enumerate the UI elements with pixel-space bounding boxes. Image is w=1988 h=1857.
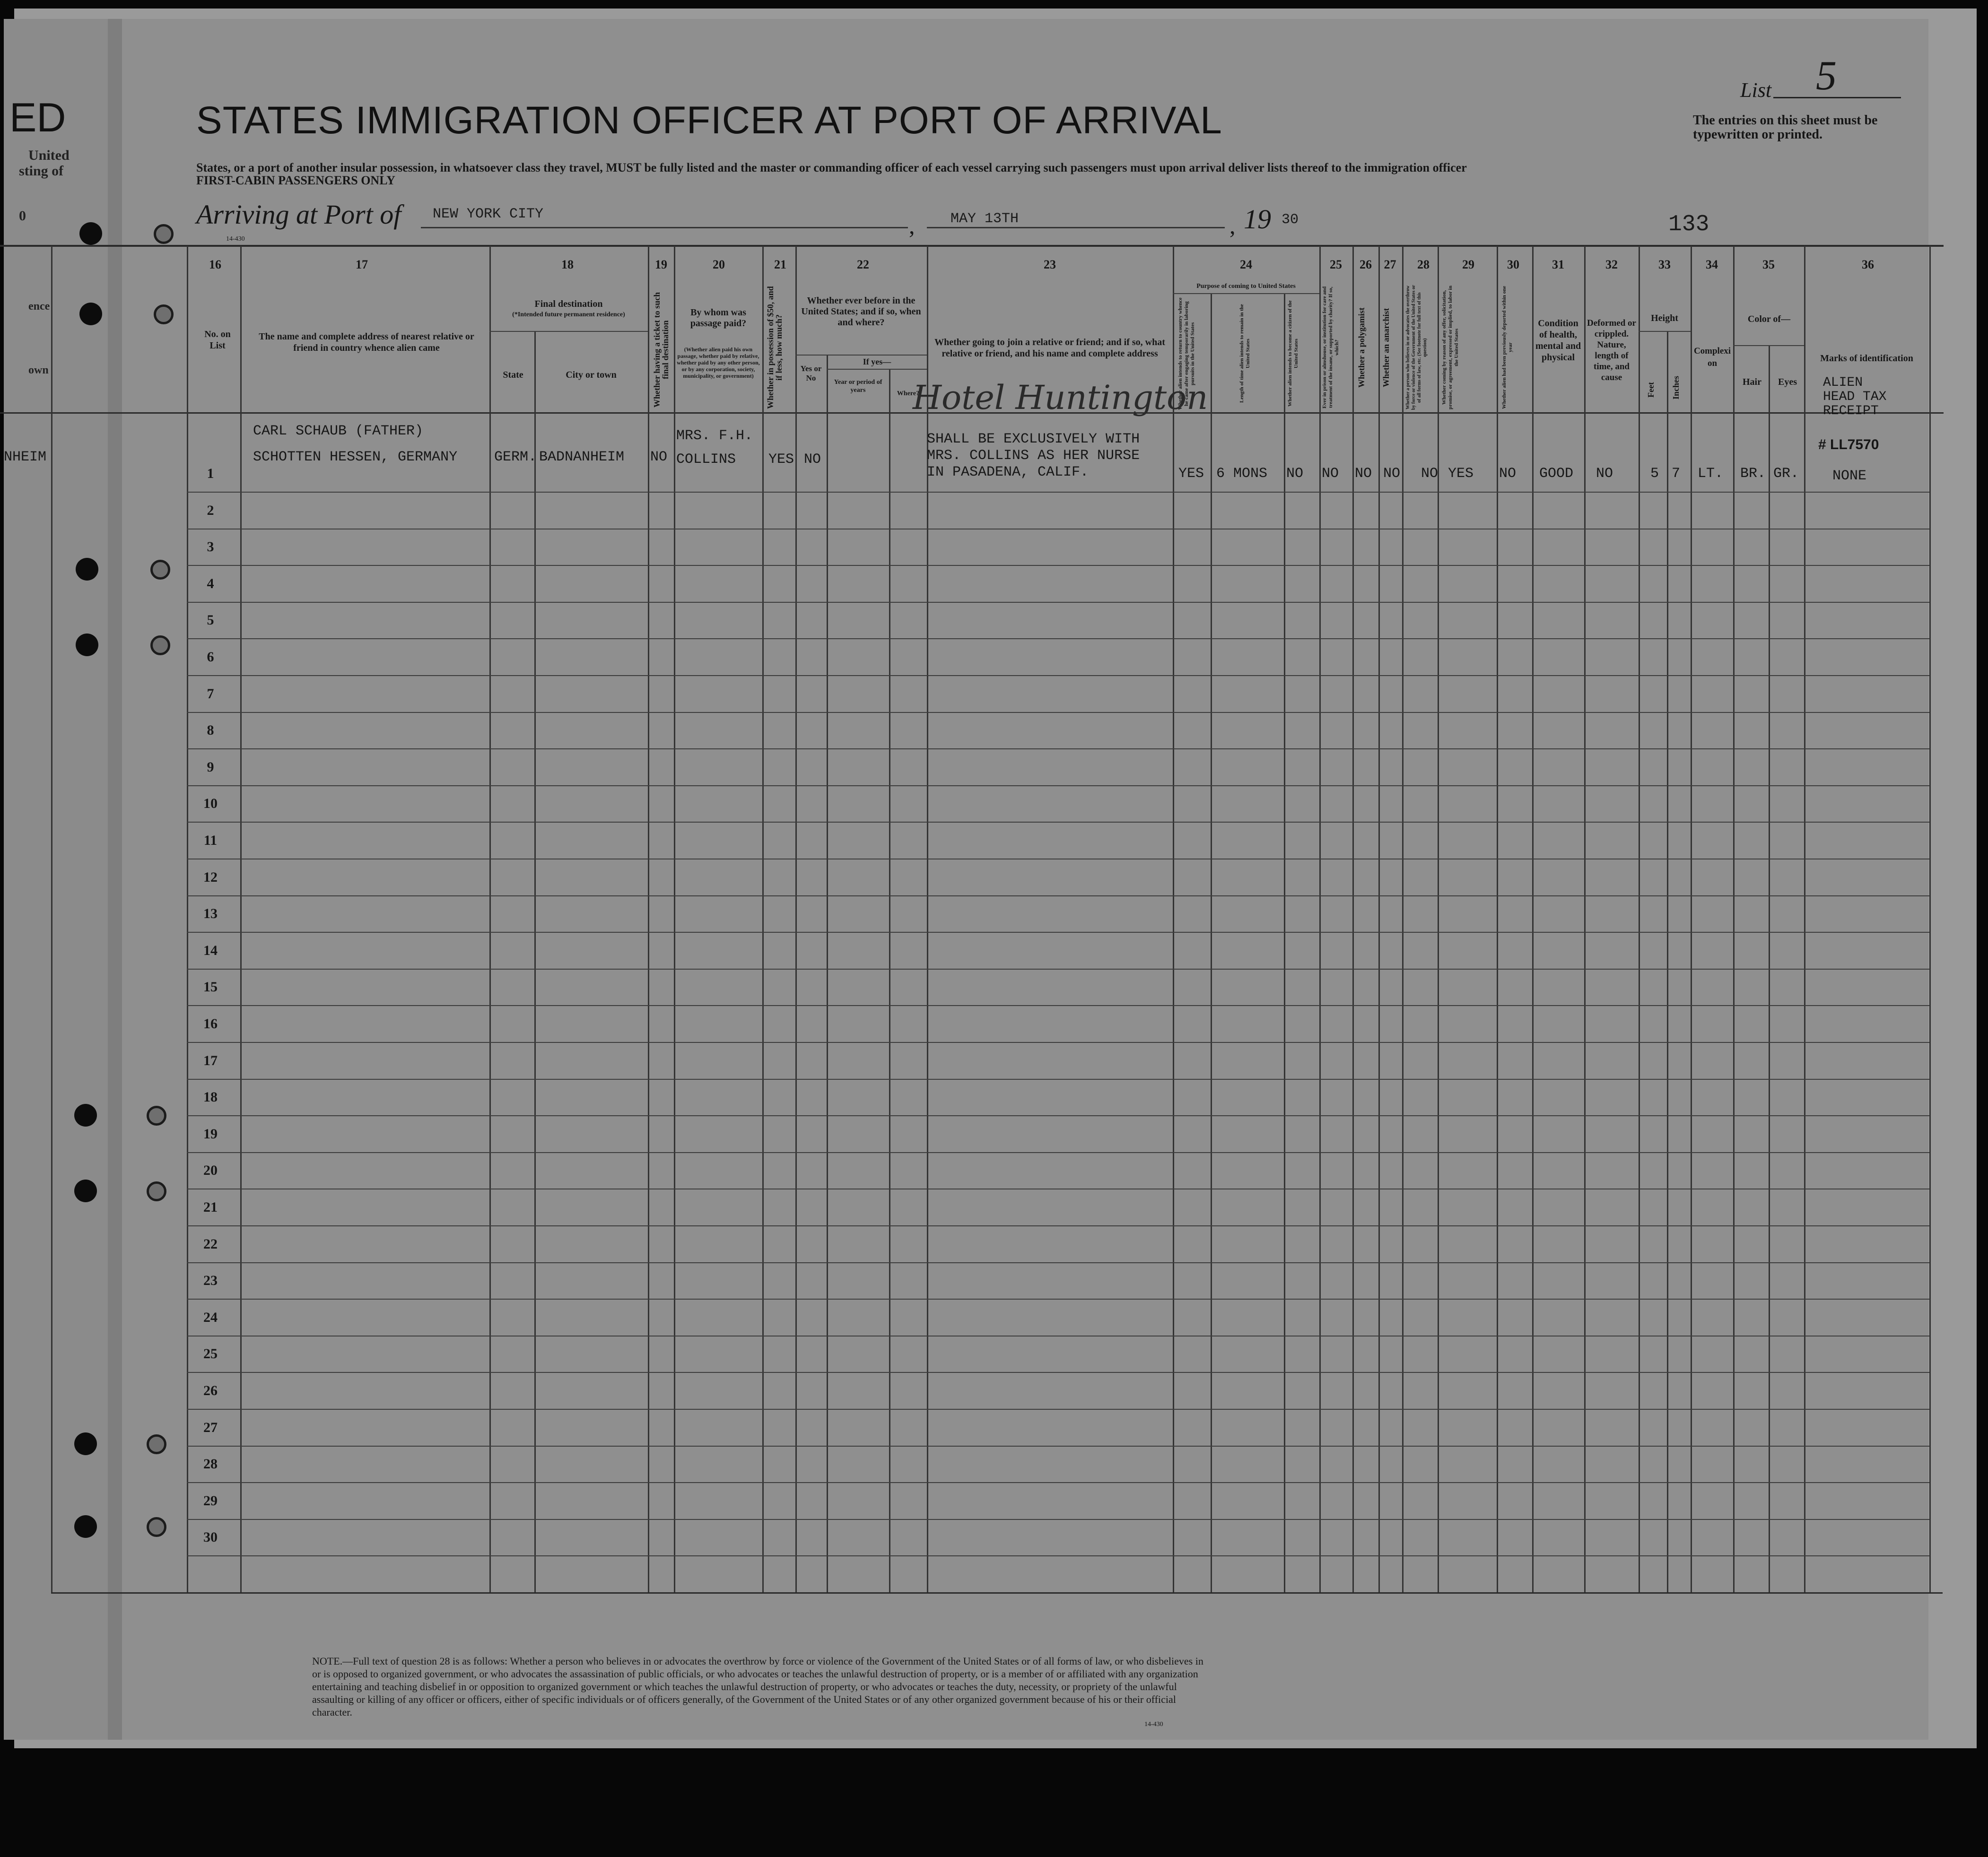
- stub-row-label: own: [28, 364, 49, 376]
- form-title: STATES IMMIGRATION OFFICER AT PORT OF ARRIVAL: [196, 99, 1222, 142]
- punch-hole: [150, 560, 170, 580]
- comma: ,: [909, 212, 915, 239]
- column-rule: [489, 246, 491, 1593]
- column-rule: [534, 331, 536, 1593]
- row-rule: [187, 492, 1929, 493]
- punch-hole: [79, 222, 102, 245]
- column-number: 31: [1552, 258, 1564, 271]
- deported-value: NO: [1499, 466, 1517, 482]
- row-rule: [187, 1262, 1929, 1263]
- row-rule: [187, 1079, 1929, 1080]
- receipt-label: [1823, 376, 1886, 418]
- punch-hole: [74, 1515, 97, 1538]
- anarchist-value: NO: [1383, 466, 1401, 482]
- before-value: NO: [804, 451, 821, 468]
- column-number: 23: [1044, 258, 1056, 271]
- row-number: 30: [203, 1529, 218, 1545]
- row-rule: [187, 1482, 1929, 1483]
- column-rule: [648, 246, 649, 1593]
- marks-value: NONE: [1832, 468, 1867, 484]
- header-deported: Whether alien had been previously deported within one year: [1501, 286, 1513, 409]
- column-rule: [51, 246, 52, 1593]
- punch-hole: [150, 635, 170, 655]
- sub-rule: [1733, 345, 1804, 346]
- polygamist-value: NO: [1355, 466, 1372, 482]
- footnote: NOTE.—Full text of question 28 is as follows: Whether a person who believes in or advocates the overthrow by force or violence of the Government of the United States or of all forms of law, or who disbelieves in or is opposed to organized government, or who advocates the assassination of public officials, or who advocates or teaches the unlawful destruction of property, or is a member of or affiliated with any organization entertaining and teaching disbelief in or opposition to organized government or which teaches the unlawful destruction of property, or who advocates or teaches the duty, necessity, or propriety of the unlawful assaulting or killing of any officer or officers, either of specific individuals or of officers generally, of the Government of the United States or of any other organized government because of his or their official character.: [312, 1655, 1203, 1718]
- row-rule: [187, 1225, 1929, 1226]
- column-number: 21: [774, 258, 786, 271]
- header-return: Whether alien intends to return to country whence he came after engaging temporarily in laboring pursuits in the United States: [1177, 297, 1195, 410]
- column-rule: [1378, 246, 1380, 1593]
- header-purpose: Purpose of coming to United States: [1196, 283, 1296, 290]
- header-no-on-list: No. on List: [204, 329, 231, 351]
- receipt-line: RECEIPT: [1823, 404, 1879, 418]
- punch-hole: [74, 1432, 97, 1455]
- row-rule: [187, 785, 1929, 786]
- column-number: 34: [1706, 258, 1718, 271]
- row-number: 15: [203, 979, 218, 995]
- row-number: 21: [203, 1199, 218, 1215]
- column-number: 25: [1330, 258, 1342, 271]
- paid-by: MRS. F.H.: [676, 428, 753, 444]
- header-where: Where?: [897, 390, 920, 397]
- row-number: 25: [203, 1346, 218, 1362]
- form-code: 14-430: [226, 235, 245, 243]
- column-rule: [1402, 246, 1404, 1593]
- row-number: 13: [203, 906, 218, 922]
- header-q29: Whether coming by reason of any offer, solicitation, promise, or agreement, expressed or implied, to labor in the United States: [1441, 286, 1459, 409]
- header-relative: The name and complete address of nearest relative or friend in country whence alien came: [259, 331, 474, 353]
- column-rule: [1352, 246, 1354, 1593]
- column-rule: [1733, 246, 1735, 1593]
- punch-hole: [154, 304, 174, 324]
- row-number: 2: [207, 502, 214, 518]
- receipt-number: # LL7570: [1818, 437, 1879, 452]
- column-number: 35: [1762, 258, 1775, 271]
- date-field: MAY 13TH: [950, 211, 1019, 227]
- year-suffix: 30: [1282, 212, 1299, 228]
- sub-rule: [1639, 331, 1691, 332]
- comma: ,: [1229, 212, 1236, 239]
- punch-hole: [147, 1517, 166, 1537]
- relative-address: SCHOTTEN HESSEN, GERMANY: [253, 449, 458, 465]
- header-health: Condition of health, mental and physical: [1535, 318, 1581, 363]
- health-value: GOOD: [1539, 466, 1574, 482]
- header-ticket: Whether having a ticket to such final destination: [652, 292, 670, 408]
- header-paid-by-sub: (Whether alien paid his own passage, whether paid by relative, whether paid by any other person, or by any corporation, society, municipality, or government): [677, 346, 760, 379]
- eyes-value: GR.: [1773, 466, 1799, 482]
- page-fold: [108, 19, 122, 1740]
- join-relative: MRS. COLLINS AS HER NURSE: [927, 448, 1140, 464]
- row-rule: [187, 822, 1929, 823]
- row-number: 11: [203, 833, 218, 848]
- prison-value: NO: [1322, 466, 1339, 482]
- row-number: 5: [207, 612, 214, 628]
- row-number: 27: [203, 1419, 218, 1435]
- column-rule: [827, 355, 828, 1593]
- deformed-value: NO: [1596, 466, 1613, 482]
- column-rule: [674, 246, 675, 1593]
- relative-name: CARL SCHAUB (FATHER): [253, 423, 424, 439]
- row-number: 1: [207, 466, 214, 481]
- column-rule: [1319, 246, 1321, 1593]
- header-height: Height: [1651, 313, 1678, 323]
- row-rule: [187, 638, 1929, 639]
- column-number: 16: [209, 258, 221, 271]
- row-rule: [187, 1519, 1929, 1520]
- column-rule: [187, 246, 188, 1593]
- class-line: FIRST-CABIN PASSENGERS ONLY: [196, 174, 395, 187]
- column-number: 29: [1462, 258, 1474, 271]
- row-number: 23: [203, 1273, 218, 1289]
- sub-rule: [827, 369, 927, 370]
- header-final-destination-sub: (*Intended future permanent residence): [512, 311, 625, 318]
- header-color: Color of—: [1747, 314, 1791, 324]
- row-number: 8: [207, 722, 214, 738]
- row-number: 17: [203, 1052, 218, 1068]
- column-rule: [1667, 331, 1668, 1593]
- header-complexion: Complexion: [1693, 346, 1731, 368]
- column-rule: [240, 246, 242, 1593]
- header-inches: Inches: [1671, 376, 1681, 400]
- row-number: 12: [203, 869, 218, 885]
- row-rule: [187, 565, 1929, 566]
- punch-hole: [147, 1181, 166, 1201]
- column-rule: [1173, 246, 1174, 1593]
- year-prefix: 19: [1244, 204, 1271, 234]
- row-rule: [187, 675, 1929, 676]
- column-number: 27: [1384, 258, 1396, 271]
- header-final-destination: Final destination: [534, 299, 603, 309]
- punch-hole: [76, 558, 98, 581]
- row-rule: [187, 1409, 1929, 1410]
- row-rule: [187, 748, 1929, 749]
- height-inches: 7: [1672, 466, 1681, 482]
- column-number: 36: [1862, 258, 1874, 271]
- header-deformed: Deformed or crippled. Nature, length of time, and cause: [1587, 318, 1636, 382]
- sub-rule: [1173, 293, 1319, 294]
- row-rule: [187, 1299, 1929, 1300]
- hair-value: BR.: [1740, 466, 1766, 482]
- column-number: 28: [1417, 258, 1430, 271]
- column-number: 19: [655, 258, 667, 271]
- punch-hole: [147, 1434, 166, 1454]
- column-rule: [1804, 246, 1805, 1593]
- column-rule: [1639, 246, 1640, 1593]
- row-rule: [187, 1005, 1929, 1006]
- punch-hole: [74, 1104, 97, 1127]
- row-number: 6: [207, 649, 214, 665]
- header-eyes: Eyes: [1778, 377, 1797, 387]
- ticket-value: NO: [650, 449, 668, 465]
- column-number: 33: [1658, 258, 1671, 271]
- punch-hole: [76, 633, 98, 656]
- row-number: 29: [203, 1493, 218, 1509]
- join-relative: SHALL BE EXCLUSIVELY WITH: [927, 431, 1140, 447]
- column-rule: [1497, 246, 1498, 1593]
- column-number: 26: [1360, 258, 1372, 271]
- header-city: City or town: [566, 370, 617, 380]
- row-number: 28: [203, 1456, 218, 1472]
- row-number: 19: [203, 1126, 218, 1142]
- column-rule: [1929, 246, 1931, 1593]
- row-rule: [187, 969, 1929, 970]
- column-rule: [762, 246, 764, 1593]
- stub-text: United: [28, 148, 70, 163]
- header-yes-no: Yes or No: [800, 364, 822, 382]
- column-rule: [1284, 293, 1285, 1593]
- list-number: 5: [1816, 53, 1837, 99]
- sub-rule: [489, 331, 648, 332]
- port-underline: [421, 227, 908, 228]
- header-before-in-us: Whether ever before in the United States; and if so, when and where?: [801, 295, 921, 328]
- form-instruction: States, or a port of another insular possession, in whatsoever class they travel, MUST be fully listed and the master or commanding officer of each vessel carrying such passengers must upon arrival deliver lists thereof to the immigration officer: [196, 161, 1467, 174]
- column-number: 17: [356, 258, 368, 271]
- row-rule: [187, 1115, 1929, 1116]
- length-value: 6 MONS: [1216, 466, 1268, 482]
- header-feet: Feet: [1646, 382, 1656, 398]
- receipt-line: ALIEN: [1823, 375, 1863, 390]
- header-anarchist: Whether an anarchist: [1381, 308, 1391, 387]
- row-rule: [187, 1042, 1929, 1043]
- header-q28: Whether a person who believes in or advocates the overthrow by force or violence of the Government of the United States or of all forms of law, etc. (See footnote for full text of this question): [1405, 285, 1428, 410]
- citizen-value: NO: [1286, 466, 1304, 482]
- previous-page-strip: [4, 19, 113, 1740]
- arriving-label: Arriving at Port of: [196, 199, 401, 230]
- column-number: 22: [857, 258, 869, 271]
- destination-state: GERM.: [494, 449, 537, 465]
- header-state: State: [503, 370, 523, 380]
- date-underline: [927, 227, 1225, 228]
- header-hair: Hair: [1743, 377, 1761, 387]
- stub-col-label: ence: [28, 300, 50, 312]
- column-rule: [1584, 246, 1586, 1593]
- column-rule: [795, 246, 797, 1593]
- port-field: NEW YORK CITY: [433, 206, 544, 222]
- column-rule: [1438, 246, 1439, 1593]
- fifty-value: YES: [768, 451, 794, 468]
- return-value: YES: [1178, 466, 1204, 482]
- row-number: 3: [207, 539, 214, 555]
- punch-hole: [147, 1106, 166, 1126]
- header-polygamist: Whether a polygamist: [1357, 307, 1366, 388]
- side-note: The entries on this sheet must be typewritten or printed.: [1693, 113, 1878, 142]
- column-rule: [1691, 246, 1692, 1593]
- header-citizen: Whether alien intends to become a citizen of the United States: [1287, 300, 1299, 407]
- list-label: List: [1740, 78, 1772, 102]
- header-year: Year or period of years: [834, 379, 882, 394]
- row-number: 24: [203, 1309, 218, 1325]
- q29-value: YES: [1448, 466, 1474, 482]
- column-number: 20: [713, 258, 725, 271]
- table-bottom-rule: [51, 1592, 1943, 1594]
- column-number: 24: [1240, 258, 1252, 271]
- row-rule: [187, 712, 1929, 713]
- list-underline: [1773, 97, 1901, 98]
- header-fifty-dollars: Whether in possession of $50, and if less, how much?: [766, 286, 784, 409]
- header-join-relative: Whether going to join a relative or friend; and if so, what relative or friend, and his name and complete address: [934, 337, 1165, 359]
- header-paid-by: By whom was passage paid?: [690, 307, 747, 329]
- row-number: 26: [203, 1383, 218, 1398]
- row-number: 7: [207, 686, 214, 702]
- receipt-line: HEAD TAX: [1823, 390, 1887, 404]
- row-number: 9: [207, 759, 214, 775]
- header-marks: Marks of identification: [1820, 353, 1913, 364]
- join-relative: IN PASADENA, CALIF.: [927, 464, 1089, 480]
- row-number: 4: [207, 575, 214, 591]
- column-rule: [1532, 246, 1534, 1593]
- header-if-yes: If yes—: [863, 357, 891, 366]
- handwritten-annotation: Hotel Huntington: [913, 378, 1208, 417]
- q28-value: NO: [1421, 466, 1439, 482]
- punch-hole: [74, 1180, 97, 1202]
- header-length: Length of time alien intends to remain in the United States: [1239, 304, 1251, 403]
- complexion-value: LT.: [1698, 466, 1724, 482]
- row-number: 10: [203, 796, 218, 812]
- destination-city: BADNANHEIM: [539, 449, 625, 465]
- height-feet: 5: [1650, 466, 1659, 482]
- paid-by: COLLINS: [676, 451, 736, 468]
- row-number: 22: [203, 1236, 218, 1252]
- stub-text: sting of: [19, 163, 64, 179]
- row-rule: [187, 895, 1929, 896]
- column-number: 32: [1605, 258, 1618, 271]
- column-rule: [1211, 293, 1212, 1593]
- header-prison: Ever in prison or almshouse, or institution for care and treatment of the insane, or supported by charity? If so, which?: [1322, 286, 1340, 409]
- stub-title-fragment: ED: [9, 95, 66, 140]
- row-rule: [187, 1446, 1929, 1447]
- column-number: 18: [561, 258, 574, 271]
- row-number: 20: [203, 1163, 218, 1179]
- table-top-rule: [0, 245, 1944, 247]
- stub-city-fragment: NHEIM: [4, 449, 47, 465]
- row-rule: [187, 602, 1929, 603]
- punch-hole: [79, 303, 102, 325]
- sheet-number: 133: [1668, 212, 1709, 237]
- stub-text: 0: [19, 208, 26, 224]
- row-rule: [187, 932, 1929, 933]
- footnote-code: 14-430: [1144, 1721, 1163, 1728]
- row-number: 16: [203, 1016, 218, 1032]
- row-rule: [187, 1372, 1929, 1373]
- punch-hole: [154, 224, 174, 244]
- row-rule: [187, 1152, 1929, 1153]
- row-number: 18: [203, 1089, 218, 1105]
- column-number: 30: [1507, 258, 1519, 271]
- row-rule: [187, 1555, 1929, 1556]
- row-number: 14: [203, 942, 218, 958]
